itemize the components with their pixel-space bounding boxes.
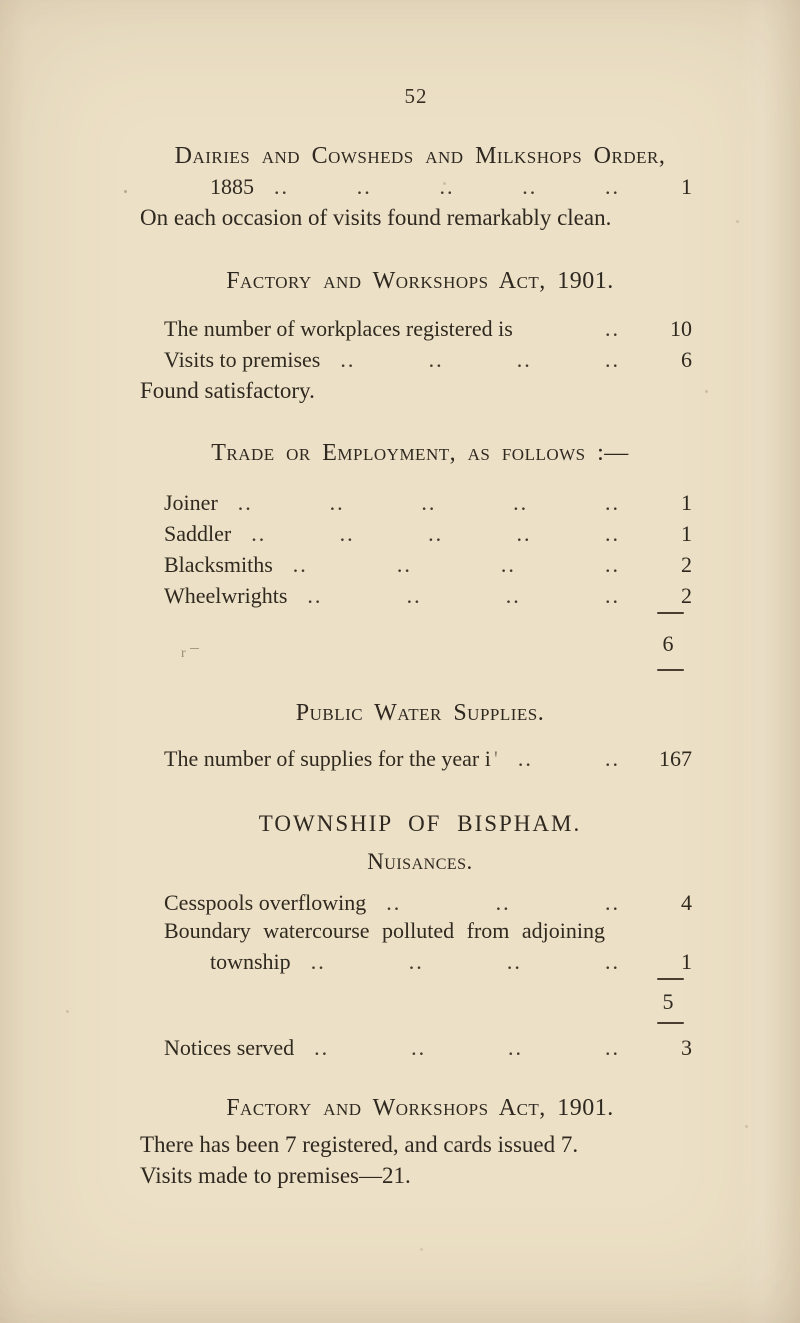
dot-pair: ..: [329, 490, 345, 515]
dot-pair: ..: [604, 521, 620, 546]
dot-pair: ..: [522, 174, 538, 199]
ledger-row-township: [140, 947, 692, 978]
row-label: Wheelwrights: [164, 583, 288, 608]
row-value: 167: [659, 746, 692, 771]
dot-pair: ..: [513, 490, 529, 515]
dot-pair: ..: [604, 890, 620, 915]
dot-leader: [254, 172, 646, 201]
dot-pair: ..: [505, 583, 521, 608]
ink-artifact-letter: r: [181, 646, 186, 661]
sum-rule: [657, 669, 684, 671]
dot-pair: ..: [506, 949, 522, 974]
factory2-line-visits: Visits made to premises—21.: [140, 1163, 411, 1188]
factory2-line-registered: There has been 7 registered, and cards issued 7.: [140, 1132, 579, 1157]
row-value: 6: [681, 347, 692, 372]
sum-rule: [657, 978, 684, 980]
dot-pair: ..: [314, 1035, 330, 1060]
dot-pair: ..: [251, 521, 267, 546]
ledger-row-visits: [140, 345, 692, 376]
water-heading: Public Water Supplies.: [295, 700, 545, 726]
row-label: township: [210, 949, 291, 974]
dot-pair: ..: [605, 746, 620, 771]
dot-pair: ..: [517, 746, 533, 771]
row-value: 1: [681, 174, 692, 199]
dot-pair: ..: [408, 949, 424, 974]
dot-pair: ..: [339, 521, 355, 546]
row-value: 3: [681, 1035, 692, 1060]
dot-leader: [498, 744, 646, 773]
dot-pair: ..: [516, 347, 532, 372]
row-label-text: The number of supplies for the year i: [164, 746, 491, 771]
row-label: Cesspools overflowing: [164, 890, 367, 915]
water-rows: [140, 744, 692, 775]
dot-pair: ..: [307, 583, 323, 608]
nuisances-heading: Nuisances.: [367, 849, 473, 874]
dot-pair: ..: [605, 174, 620, 199]
trade-total: 6: [662, 631, 674, 656]
trade-rows: [140, 488, 692, 612]
paper-speck: [736, 220, 739, 223]
bispham-heading: TOWNSHIP OF BISPHAM.: [258, 811, 582, 836]
dot-leader: [320, 345, 646, 374]
ledger-row-cesspools: [140, 888, 692, 919]
paper-speck: [705, 390, 708, 393]
dot-pair: ..: [604, 583, 620, 608]
dot-pair: ..: [421, 490, 437, 515]
dot-pair: ..: [237, 490, 253, 515]
dot-pair: ..: [274, 174, 289, 199]
row-label: Blacksmiths: [164, 552, 273, 577]
ledger-row-1885: [140, 172, 692, 203]
paper-speck: [66, 1010, 69, 1013]
dot-leader: [218, 488, 646, 517]
factory1-note: Found satisfactory.: [140, 378, 315, 403]
dairies-heading: Dairies and Cowsheds and Milkshops Order,: [174, 143, 666, 169]
dot-leader: [291, 947, 646, 976]
row-label: Saddler: [164, 521, 232, 546]
paper-speck: [745, 1125, 748, 1128]
ledger-row-blacksmiths: [140, 550, 692, 581]
dot-pair: ..: [495, 890, 511, 915]
dot-pair: ..: [439, 174, 455, 199]
dot-leader: [513, 314, 646, 343]
ledger-row-saddler: [140, 519, 692, 550]
dot-pair: ..: [508, 1035, 524, 1060]
row-label: Joiner: [164, 490, 218, 515]
dot-pair: ..: [428, 521, 444, 546]
row-label: 1885: [210, 174, 254, 199]
dairies-rows: [140, 172, 692, 203]
dot-pair: ..: [386, 890, 402, 915]
row-label: [140, 744, 498, 773]
dot-leader: [294, 1033, 646, 1062]
ink-artifact: [181, 646, 199, 662]
page-number: 52: [404, 84, 428, 108]
trade-heading: Trade or Employment, as follows :—: [211, 440, 629, 466]
factory1-heading: Factory and Workshops Act, 1901.: [226, 268, 614, 294]
row-value: 2: [681, 583, 692, 608]
row-label: The number of workplaces registered is: [164, 316, 513, 341]
ledger-row-wheelwrights: [140, 581, 692, 612]
row-value: 10: [670, 316, 692, 341]
dot-leader: [287, 581, 646, 610]
dot-pair: ..: [500, 552, 516, 577]
dot-pair: ..: [604, 552, 620, 577]
township-rows: [140, 947, 692, 978]
dot-pair: ..: [605, 347, 620, 372]
row-value: 1: [681, 490, 692, 515]
boundary-line: Boundary watercourse polluted from adjoining: [164, 918, 606, 943]
sum-rule: [657, 612, 684, 614]
dot-leader: [231, 519, 646, 548]
factory2-paragraph: [140, 1129, 692, 1191]
nuisances-total: 5: [662, 989, 674, 1014]
row-label: Visits to premises: [164, 347, 321, 372]
row-value: 4: [681, 890, 692, 915]
notices-rows: [140, 1033, 692, 1064]
dot-pair: ..: [411, 1035, 427, 1060]
faint-apostrophe: ': [493, 746, 498, 771]
paper-speck: [443, 182, 446, 185]
sum-rule: [657, 1022, 684, 1024]
paper-speck: [420, 1248, 423, 1251]
row-value: 1: [681, 949, 692, 974]
factory2-heading: Factory and Workshops Act, 1901.: [226, 1095, 614, 1121]
dot-leader: [273, 550, 646, 579]
dot-pair: ..: [310, 949, 326, 974]
dot-pair: ..: [604, 490, 620, 515]
factory1-rows: [140, 314, 692, 376]
row-label: Notices served: [164, 1035, 295, 1060]
ledger-row-supplies: [140, 744, 692, 775]
dairies-note: On each occasion of visits found remarkably clean.: [140, 205, 612, 230]
dot-leader: [366, 888, 646, 917]
ledger-row-workplaces: [140, 314, 692, 345]
ink-artifact-tick: [190, 648, 199, 649]
dot-pair: ..: [428, 347, 444, 372]
dot-pair: ..: [605, 316, 620, 341]
dot-pair: ..: [406, 583, 422, 608]
paper-speck: [124, 190, 127, 193]
ledger-row-joiner: [140, 488, 692, 519]
row-value: 1: [681, 521, 692, 546]
dot-pair: ..: [396, 552, 412, 577]
dot-pair: ..: [604, 1035, 620, 1060]
dot-pair: ..: [604, 949, 620, 974]
dot-pair: ..: [356, 174, 372, 199]
ledger-row-notices: [140, 1033, 692, 1064]
dot-pair: ..: [340, 347, 356, 372]
dot-pair: ..: [516, 521, 532, 546]
row-value: 2: [681, 552, 692, 577]
nuisances-rows: [140, 888, 692, 919]
dot-pair: ..: [292, 552, 308, 577]
